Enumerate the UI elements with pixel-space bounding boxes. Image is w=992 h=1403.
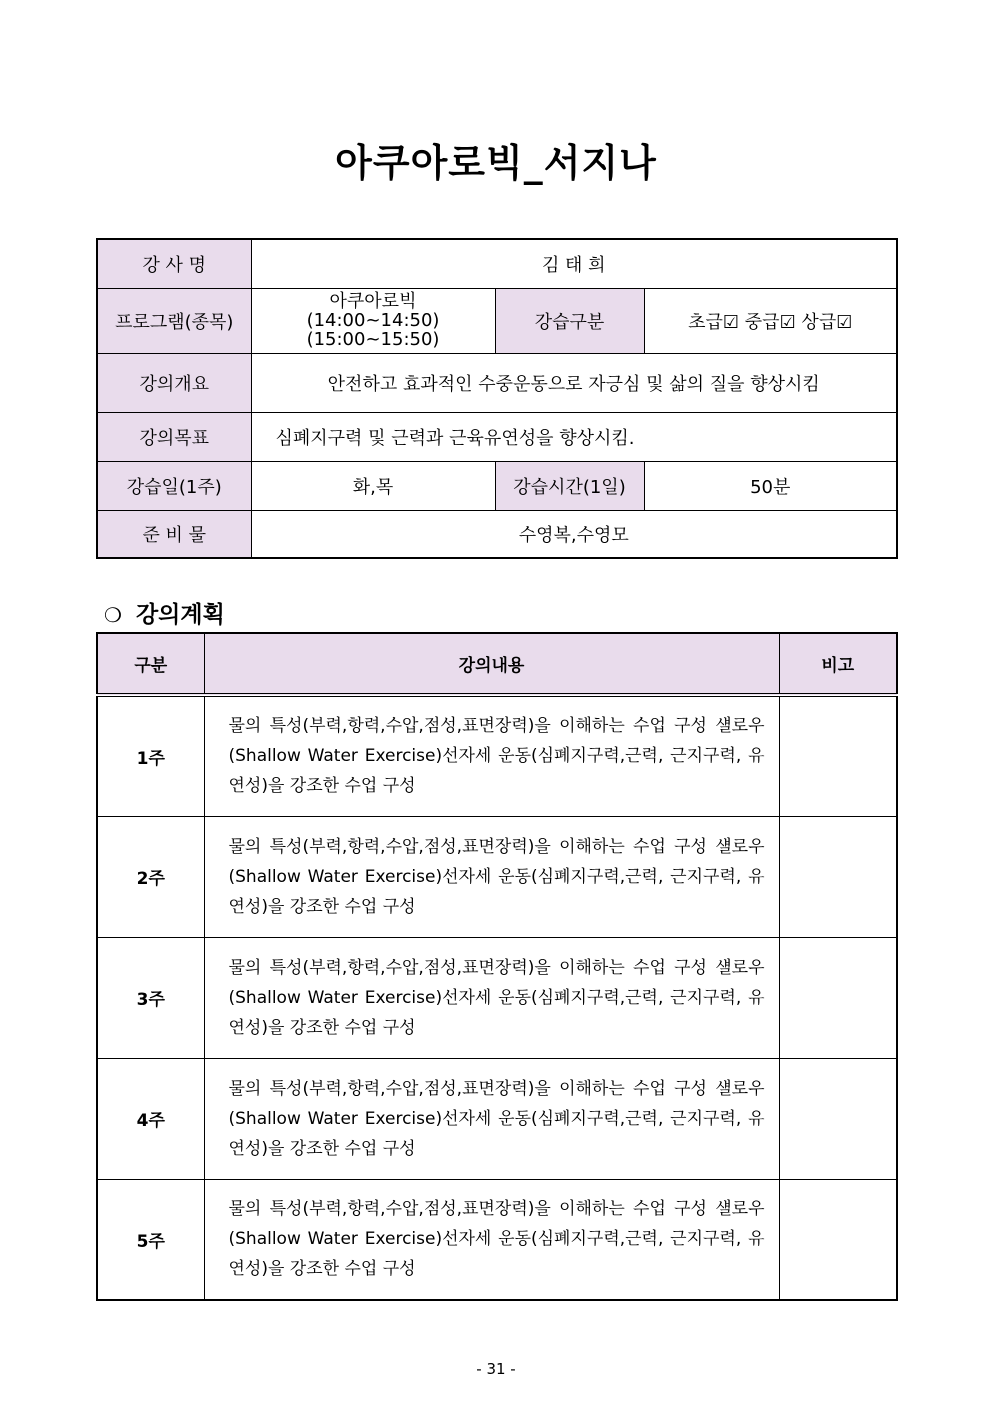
section-heading	[104, 596, 225, 629]
header-content: 강의내용	[204, 633, 779, 695]
goal-label: 강의목표	[97, 412, 251, 461]
plan-row	[97, 1058, 897, 1179]
circle-bullet-icon: ❍	[104, 603, 122, 627]
page-number: - 31 -	[476, 1360, 516, 1378]
instructor-value: 김 태 희	[251, 239, 897, 288]
lesson-plan-table	[96, 632, 898, 1301]
days-value: 화,목	[251, 461, 495, 510]
lesson-note	[779, 1058, 897, 1179]
week-label: 4주	[97, 1058, 204, 1179]
lesson-content: 물의 특성(부력,항력,수압,점성,표면장력)을 이해하는 수업 구성 섈로우(Shallow Water Exercise)선자세 운동(심폐지구력,근력, 근지구력, 유연성)을 강조한 수업 구성	[204, 1179, 779, 1300]
program-label: 프로그램(종목)	[97, 288, 251, 353]
overview-value: 안전하고 효과적인 수중운동으로 자긍심 및 삶의 질을 향상시킴	[251, 353, 897, 412]
goal-row	[97, 412, 897, 461]
lesson-note	[779, 816, 897, 937]
program-value: 아쿠아로빅 (14:00~14:50) (15:00~15:50)	[251, 288, 495, 353]
lesson-note	[779, 937, 897, 1058]
lesson-content: 물의 특성(부력,항력,수압,점성,표면장력)을 이해하는 수업 구성 섈로우(Shallow Water Exercise)선자세 운동(심폐지구력,근력, 근지구력, 유연성)을 강조한 수업 구성	[204, 695, 779, 816]
instructor-label: 강 사 명	[97, 239, 251, 288]
page-title: 아쿠아로빅_서지나	[335, 141, 657, 185]
program-row	[97, 288, 897, 353]
plan-row	[97, 816, 897, 937]
goal-value: 심폐지구력 및 근력과 근육유연성을 향상시킴.	[251, 412, 897, 461]
lesson-note	[779, 1179, 897, 1300]
plan-row	[97, 937, 897, 1058]
time-value: 50분	[644, 461, 897, 510]
lesson-note	[779, 695, 897, 816]
time-label: 강습시간(1일)	[495, 461, 644, 510]
plan-row	[97, 1179, 897, 1300]
overview-row	[97, 353, 897, 412]
week-label: 5주	[97, 1179, 204, 1300]
schedule-row	[97, 461, 897, 510]
days-label: 강습일(1주)	[97, 461, 251, 510]
week-label: 3주	[97, 937, 204, 1058]
instructor-row	[97, 239, 897, 288]
supplies-value: 수영복,수영모	[251, 510, 897, 558]
week-label: 1주	[97, 695, 204, 816]
overview-label: 강의개요	[97, 353, 251, 412]
level-value: 초급☑ 중급☑ 상급☑	[644, 288, 897, 353]
lesson-content: 물의 특성(부력,항력,수압,점성,표면장력)을 이해하는 수업 구성 섈로우(Shallow Water Exercise)선자세 운동(심폐지구력,근력, 근지구력, 유연성)을 강조한 수업 구성	[204, 937, 779, 1058]
section-heading-text: 강의계획	[135, 602, 225, 628]
header-note: 비고	[779, 633, 897, 695]
lesson-content: 물의 특성(부력,항력,수압,점성,표면장력)을 이해하는 수업 구성 섈로우(Shallow Water Exercise)선자세 운동(심폐지구력,근력, 근지구력, 유연성)을 강조한 수업 구성	[204, 1058, 779, 1179]
plan-row	[97, 695, 897, 816]
lesson-content: 물의 특성(부력,항력,수압,점성,표면장력)을 이해하는 수업 구성 섈로우(Shallow Water Exercise)선자세 운동(심폐지구력,근력, 근지구력, 유연성)을 강조한 수업 구성	[204, 816, 779, 937]
plan-header-row	[97, 633, 897, 695]
week-label: 2주	[97, 816, 204, 937]
course-info-table	[96, 238, 898, 559]
header-week: 구분	[97, 633, 204, 695]
supplies-label: 준 비 물	[97, 510, 251, 558]
level-label: 강습구분	[495, 288, 644, 353]
supplies-row	[97, 510, 897, 558]
